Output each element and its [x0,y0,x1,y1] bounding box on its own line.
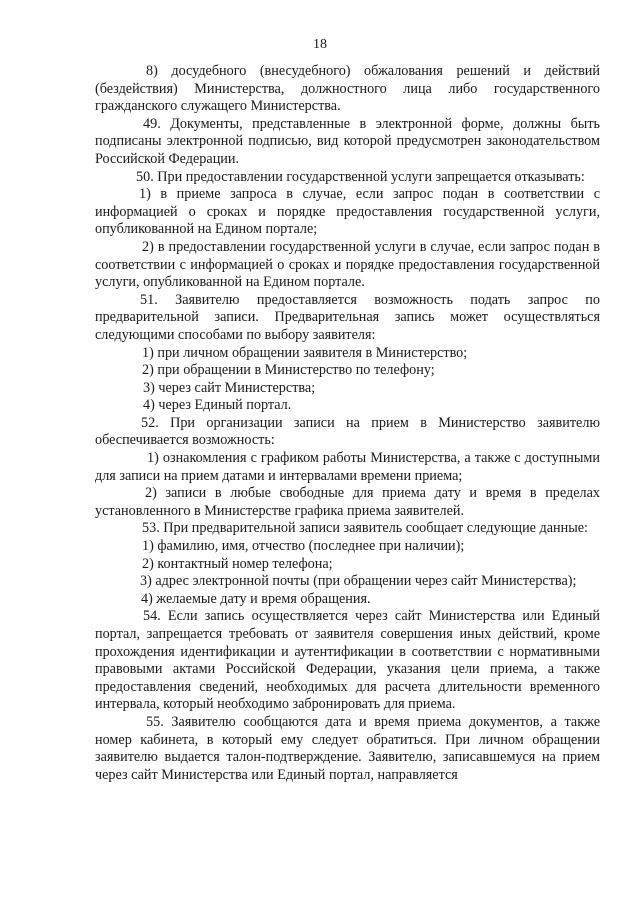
paragraph-53-item-1: 1) фамилию, имя, отчество (последнее при наличии); [142,538,465,555]
paragraph-item-8: 8) досудебного (внесудебного) обжалования решений и действий (бездействия) Министерства, должностного лица либо государственного гражданского служащего Министерства. [95,63,600,115]
paragraph-51-item-2: 2) при обращении в Министерство по телефону; [142,362,435,379]
paragraph-53-item-3: 3) адрес электронной почты (при обращении через сайт Министерства); [140,573,577,590]
paragraph-51: 51. Заявителю предоставляется возможность подать запрос по предварительной записи. Предварительная запись может осуществляться следующими способами по выбору заявителя: [95,291,600,343]
paragraph-55: 55. Заявителю сообщаются дата и время приема документов, а также номер кабинета, в который ему следует обратиться. При личном обращении заявителю выдается талон-подтверждение. Заявителю, записавшемуся на прием через сайт Министерства или Единый портал, направляется [95,713,600,783]
paragraph-52-item-2: 2) записи в любые свободные для приема дату и время в пределах установленного в Министерстве графика приема заявителей. [95,485,600,519]
document-body [95,63,600,784]
paragraph-50-item-1: 1) в приеме запроса в случае, если запрос подан в соответствии с информацией о сроках и порядке предоставления государственной услуги, опубликованной на Едином портале; [95,186,600,238]
paragraph-54: 54. Если запись осуществляется через сайт Министерства или Единый портал, запрещается требовать от заявителя совершения иных действий, кроме прохождения идентификации и аутентификации в соответствии с нормативными правовыми актами Российской Федерации, указания цели приема, а также предоставления сведений, необходимых для расчета длительности временного интервала, который необходимо забронировать для приема. [95,608,600,713]
paragraph-53-item-2: 2) контактный номер телефона; [142,555,333,572]
paragraph-51-item-1: 1) при личном обращении заявителя в Министерство; [142,344,468,361]
paragraph-52: 52. При организации записи на прием в Министерство заявителю обеспечивается возможность: [95,414,600,449]
paragraph-50-item-2: 2) в предоставлении государственной услуги в случае, если запрос подан в соответствии с информацией о сроках и порядке предоставления государственной услуги, опубликованной на Едином портале. [95,238,600,291]
paragraph-51-item-3: 3) через сайт Министерства; [143,379,316,396]
paragraph-53: 53. При предварительной записи заявитель сообщает следующие данные: [142,520,588,537]
paragraph-50: 50. При предоставлении государственной услуги запрещается отказывать: [136,168,585,185]
paragraph-53-item-4: 4) желаемые дату и время обращения. [141,590,371,607]
paragraph-51-item-4: 4) через Единый портал. [143,397,292,414]
paragraph-52-item-1: 1) ознакомления с графиком работы Министерства, а также с доступными для записи на прием датами и интервалами времени приема; [95,450,600,484]
paragraph-49: 49. Документы, представленные в электронной форме, должны быть подписаны электронной подписью, вид которой предусмотрен законодательством Российской Федерации. [95,115,600,167]
page-number: 18 [313,37,327,52]
